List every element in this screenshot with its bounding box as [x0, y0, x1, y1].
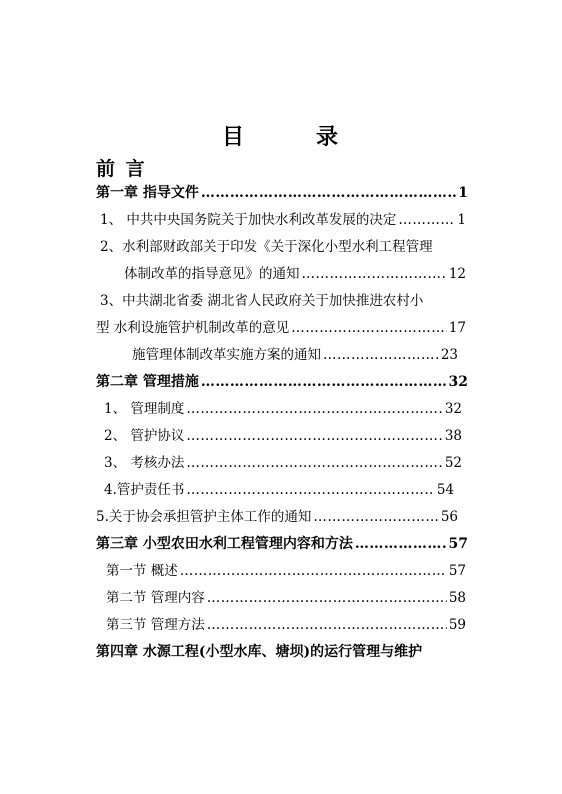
- toc-entry-chapter-2: [96, 372, 468, 392]
- toc-entry-2-2: [104, 426, 462, 446]
- dot-leader: [186, 453, 442, 473]
- toc-entry-2-3: [104, 453, 462, 473]
- toc-entry-text: 第二节 管理内容: [106, 590, 205, 606]
- dot-leader: [207, 615, 447, 635]
- toc-entry-1-4: [132, 345, 458, 365]
- dot-leader: [291, 318, 447, 338]
- toc-entry-text: 2、 管护协议: [104, 428, 185, 444]
- toc-entry-text: 1、 中共中央国务院关于加快水利改革发展的决定: [100, 212, 397, 228]
- dot-leader: [398, 210, 455, 230]
- toc-entry-2-4: [104, 480, 454, 500]
- toc-entry-text: 第二章 管理措施: [96, 374, 199, 390]
- dot-leader: [302, 264, 447, 284]
- dot-leader: [186, 426, 442, 446]
- toc-entry-page: 54: [436, 482, 454, 498]
- toc-entry-chapter-3: [96, 534, 468, 554]
- toc-entry-page: 57: [448, 536, 468, 552]
- toc-entry-1-3-line2: [96, 318, 466, 338]
- dot-leader: [201, 372, 447, 392]
- toc-entry-page: 12: [448, 266, 466, 282]
- toc-entry-chapter-4: [96, 642, 476, 662]
- preface-heading: 前 言: [96, 158, 147, 180]
- toc-entry-1-2-line1: [100, 237, 472, 257]
- toc-entry-text: 体制改革的指导意见》的通知: [124, 266, 300, 282]
- page-title: [0, 120, 562, 151]
- toc-entry-page: 57: [448, 563, 466, 579]
- toc-entry-text: 5.关于协会承担管护主体工作的通知: [96, 509, 312, 525]
- toc-entry-3-2: [106, 588, 466, 608]
- toc-entry-1-2-line2: [124, 264, 466, 284]
- title-char-1: 目: [221, 124, 246, 150]
- dot-leader: [355, 534, 447, 554]
- dot-leader: [180, 561, 447, 581]
- toc-entry-chapter-1: [96, 183, 468, 203]
- toc-entry-text: 第一节 概述: [106, 563, 178, 579]
- toc-entry-3-1: [106, 561, 466, 581]
- toc-entry-text: 1、 管理制度: [104, 401, 185, 417]
- toc-entry-text: 3、中共湖北省委 湖北省人民政府关于加快推进农村小: [100, 293, 424, 309]
- toc-entry-1-3-line1: [100, 291, 472, 311]
- toc-entry-page: 59: [448, 617, 466, 633]
- toc-entry-page: 17: [448, 320, 466, 336]
- toc-entry-page: 38: [444, 428, 462, 444]
- dot-leader: [186, 399, 442, 419]
- toc-entry-text: 3、 考核办法: [104, 455, 185, 471]
- toc-entry-2-1: [104, 399, 462, 419]
- toc-entry-text: 2、水利部财政部关于印发《关于深化小型水利工程管理: [100, 239, 433, 255]
- toc-entry-3-3: [106, 615, 466, 635]
- dot-leader: [186, 480, 434, 500]
- toc-entry-text: 施管理体制改革实施方案的通知: [132, 347, 321, 363]
- toc-entry-page: 56: [440, 509, 458, 525]
- title-char-2: 录: [316, 124, 341, 150]
- toc-entry-page: 32: [448, 374, 468, 390]
- dot-leader: [323, 345, 439, 365]
- toc-entry-1-1: [100, 210, 466, 230]
- toc-entry-text: 第三节 管理方法: [106, 617, 205, 633]
- toc-entry-2-5: [96, 507, 458, 527]
- dot-leader: [313, 507, 438, 527]
- toc-entry-page: 58: [448, 590, 466, 606]
- toc-entry-page: 1: [457, 212, 466, 228]
- toc-entry-page: 52: [444, 455, 462, 471]
- toc-entry-text: 第四章 水源工程(小型水库、塘坝)的运行管理与维护: [96, 644, 423, 660]
- toc-entry-page: 32: [444, 401, 462, 417]
- toc-entry-text: 型 水利设施管护机制改革的意见: [96, 320, 290, 336]
- toc-entry-page: 1: [458, 185, 468, 201]
- toc-entry-text: 4.管护责任书: [104, 482, 185, 498]
- dot-leader: [207, 588, 447, 608]
- toc-entry-page: 23: [440, 347, 458, 363]
- toc-entry-text: 第三章 小型农田水利工程管理内容和方法: [96, 536, 353, 552]
- toc-entry-text: 第一章 指导文件: [96, 185, 199, 201]
- dot-leader: [201, 183, 456, 203]
